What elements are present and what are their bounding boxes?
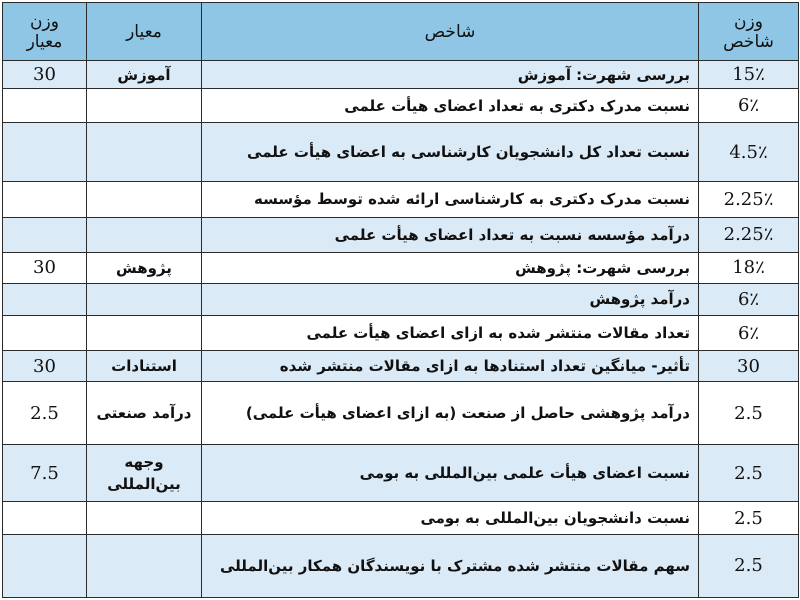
indicator-weight-cell: 15٪	[699, 61, 799, 89]
table-row	[3, 61, 799, 89]
indicator-weight-cell: 2.25٪	[699, 182, 799, 218]
indicator-weight-cell: 2.5	[699, 534, 799, 597]
indicator-weight-cell: 18٪	[699, 253, 799, 284]
criterion-cell	[87, 283, 202, 316]
criterion-weight-cell: 7.5	[3, 445, 87, 502]
criterion-cell: وجهه بین‌المللی	[87, 445, 202, 502]
criterion-weight-cell: 2.5	[3, 382, 87, 445]
indicator-cell: درآمد مؤسسه نسبت به تعداد اعضای هیأت علمی	[202, 217, 699, 253]
table-row	[3, 445, 799, 502]
indicator-cell: نسبت مدرک دکتری به تعداد اعضای هیأت علمی	[202, 89, 699, 123]
table-row	[3, 253, 799, 284]
ranking-table-container	[2, 2, 798, 598]
indicator-cell: بررسی شهرت: پژوهش	[202, 253, 699, 284]
criterion-cell: آموزش	[87, 61, 202, 89]
criterion-cell: پژوهش	[87, 253, 202, 284]
criterion-weight-cell	[3, 217, 87, 253]
header-indicator-weight: وزن شاخص	[699, 3, 799, 61]
criterion-cell	[87, 502, 202, 535]
indicator-cell: نسبت اعضای هیأت علمی بین‌المللی به بومی	[202, 445, 699, 502]
criterion-weight-cell: 30	[3, 253, 87, 284]
criterion-cell	[87, 534, 202, 597]
table-header-row	[3, 3, 799, 61]
header-indicator: شاخص	[202, 3, 699, 61]
criterion-weight-cell: 30	[3, 61, 87, 89]
table-row	[3, 89, 799, 123]
criterion-weight-cell	[3, 182, 87, 218]
indicator-weight-cell: 4.5٪	[699, 123, 799, 182]
table-row	[3, 316, 799, 351]
indicator-cell: درآمد پژوهشی حاصل از صنعت (به ازای اعضای هیأت علمی)	[202, 382, 699, 445]
indicator-cell: نسبت دانشجویان بین‌المللی به بومی	[202, 502, 699, 535]
criterion-cell	[87, 89, 202, 123]
criterion-cell	[87, 217, 202, 253]
indicator-weight-cell: 6٪	[699, 283, 799, 316]
table-row	[3, 534, 799, 597]
criterion-weight-cell	[3, 502, 87, 535]
indicator-weight-cell: 2.5	[699, 445, 799, 502]
indicator-weight-cell: 2.25٪	[699, 217, 799, 253]
indicator-weight-cell: 6٪	[699, 316, 799, 351]
criterion-weight-cell	[3, 316, 87, 351]
indicator-weight-cell: 2.5	[699, 502, 799, 535]
indicator-cell: بررسی شهرت: آموزش	[202, 61, 699, 89]
criterion-cell	[87, 182, 202, 218]
indicator-cell: تعداد مقالات منتشر شده به ازای اعضای هیأت علمی	[202, 316, 699, 351]
table-row	[3, 182, 799, 218]
indicator-cell: تأثیر- میانگین تعداد استنادها به ازای مقالات منتشر شده	[202, 350, 699, 382]
ranking-criteria-table	[2, 2, 799, 598]
table-row	[3, 123, 799, 182]
indicator-weight-cell: 2.5	[699, 382, 799, 445]
criterion-weight-cell	[3, 89, 87, 123]
criterion-weight-cell	[3, 123, 87, 182]
table-row	[3, 217, 799, 253]
table-row	[3, 350, 799, 382]
indicator-weight-cell: 30	[699, 350, 799, 382]
criterion-cell: درآمد صنعتی	[87, 382, 202, 445]
table-row	[3, 283, 799, 316]
indicator-cell: سهم مقالات منتشر شده مشترک با نویسندگان همکار بین‌المللی	[202, 534, 699, 597]
criterion-cell	[87, 123, 202, 182]
header-criterion: معیار	[87, 3, 202, 61]
table-row	[3, 382, 799, 445]
indicator-weight-cell: 6٪	[699, 89, 799, 123]
table-row	[3, 502, 799, 535]
criterion-cell: استنادات	[87, 350, 202, 382]
criterion-weight-cell	[3, 283, 87, 316]
indicator-cell: درآمد پژوهش	[202, 283, 699, 316]
header-criterion-weight: وزن معیار	[3, 3, 87, 61]
indicator-cell: نسبت مدرک دکتری به کارشناسی ارائه شده توسط مؤسسه	[202, 182, 699, 218]
indicator-cell: نسبت تعداد کل دانشجویان کارشناسی به اعضای هیأت علمی	[202, 123, 699, 182]
criterion-cell	[87, 316, 202, 351]
criterion-weight-cell	[3, 534, 87, 597]
criterion-weight-cell: 30	[3, 350, 87, 382]
